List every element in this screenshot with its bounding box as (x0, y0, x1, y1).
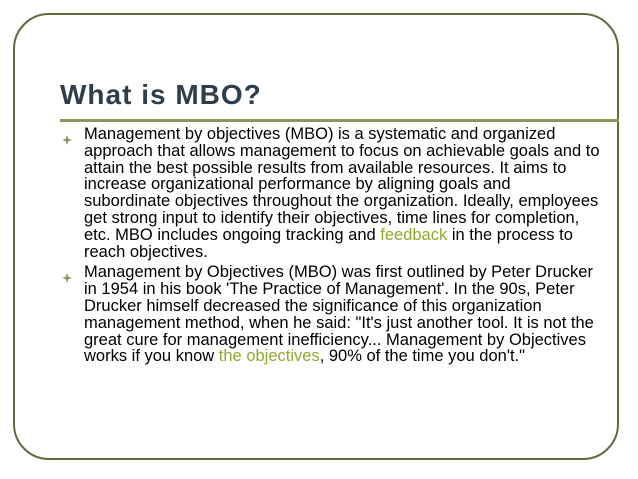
bullet-icon (62, 273, 72, 283)
bullet-item (60, 126, 600, 260)
title-underline (60, 119, 619, 122)
bullet-icon (62, 135, 72, 145)
feedback-link[interactable]: feedback (380, 225, 448, 244)
bullet-text (84, 264, 600, 365)
bullet-text-part: Management by Objectives (MBO) was first outlined by Peter Drucker in 1954 in his book 'The Practice of Management'. In the 90s, Peter Drucker himself decreased the significance of this organization management method, when he said: "It's just another tool. It is not the great cure for management inefficiency... Management by Objectives works if you know (84, 263, 594, 366)
bullet-text (84, 126, 600, 260)
the-objectives-link[interactable]: the objectives (218, 347, 320, 366)
bullet-text-part: in the process to reach objectives. (84, 225, 573, 261)
slide-title: What is MBO? (60, 79, 262, 110)
bullet-list (60, 126, 600, 369)
bullet-text-part: , 90% of the time you don't." (319, 347, 525, 366)
bullet-text-part: Management by objectives (MBO) is a systematic and organized approach that allows management to focus on achievable goals and to attain the best possible results from available resources. It aims to increase organizational performance by aligning goals and subordinate objectives throughout the organization. Ideally, employees get strong input to identify their objectives, time lines for completion, etc. MBO includes ongoing tracking and (84, 125, 600, 244)
bullet-item (60, 264, 600, 365)
